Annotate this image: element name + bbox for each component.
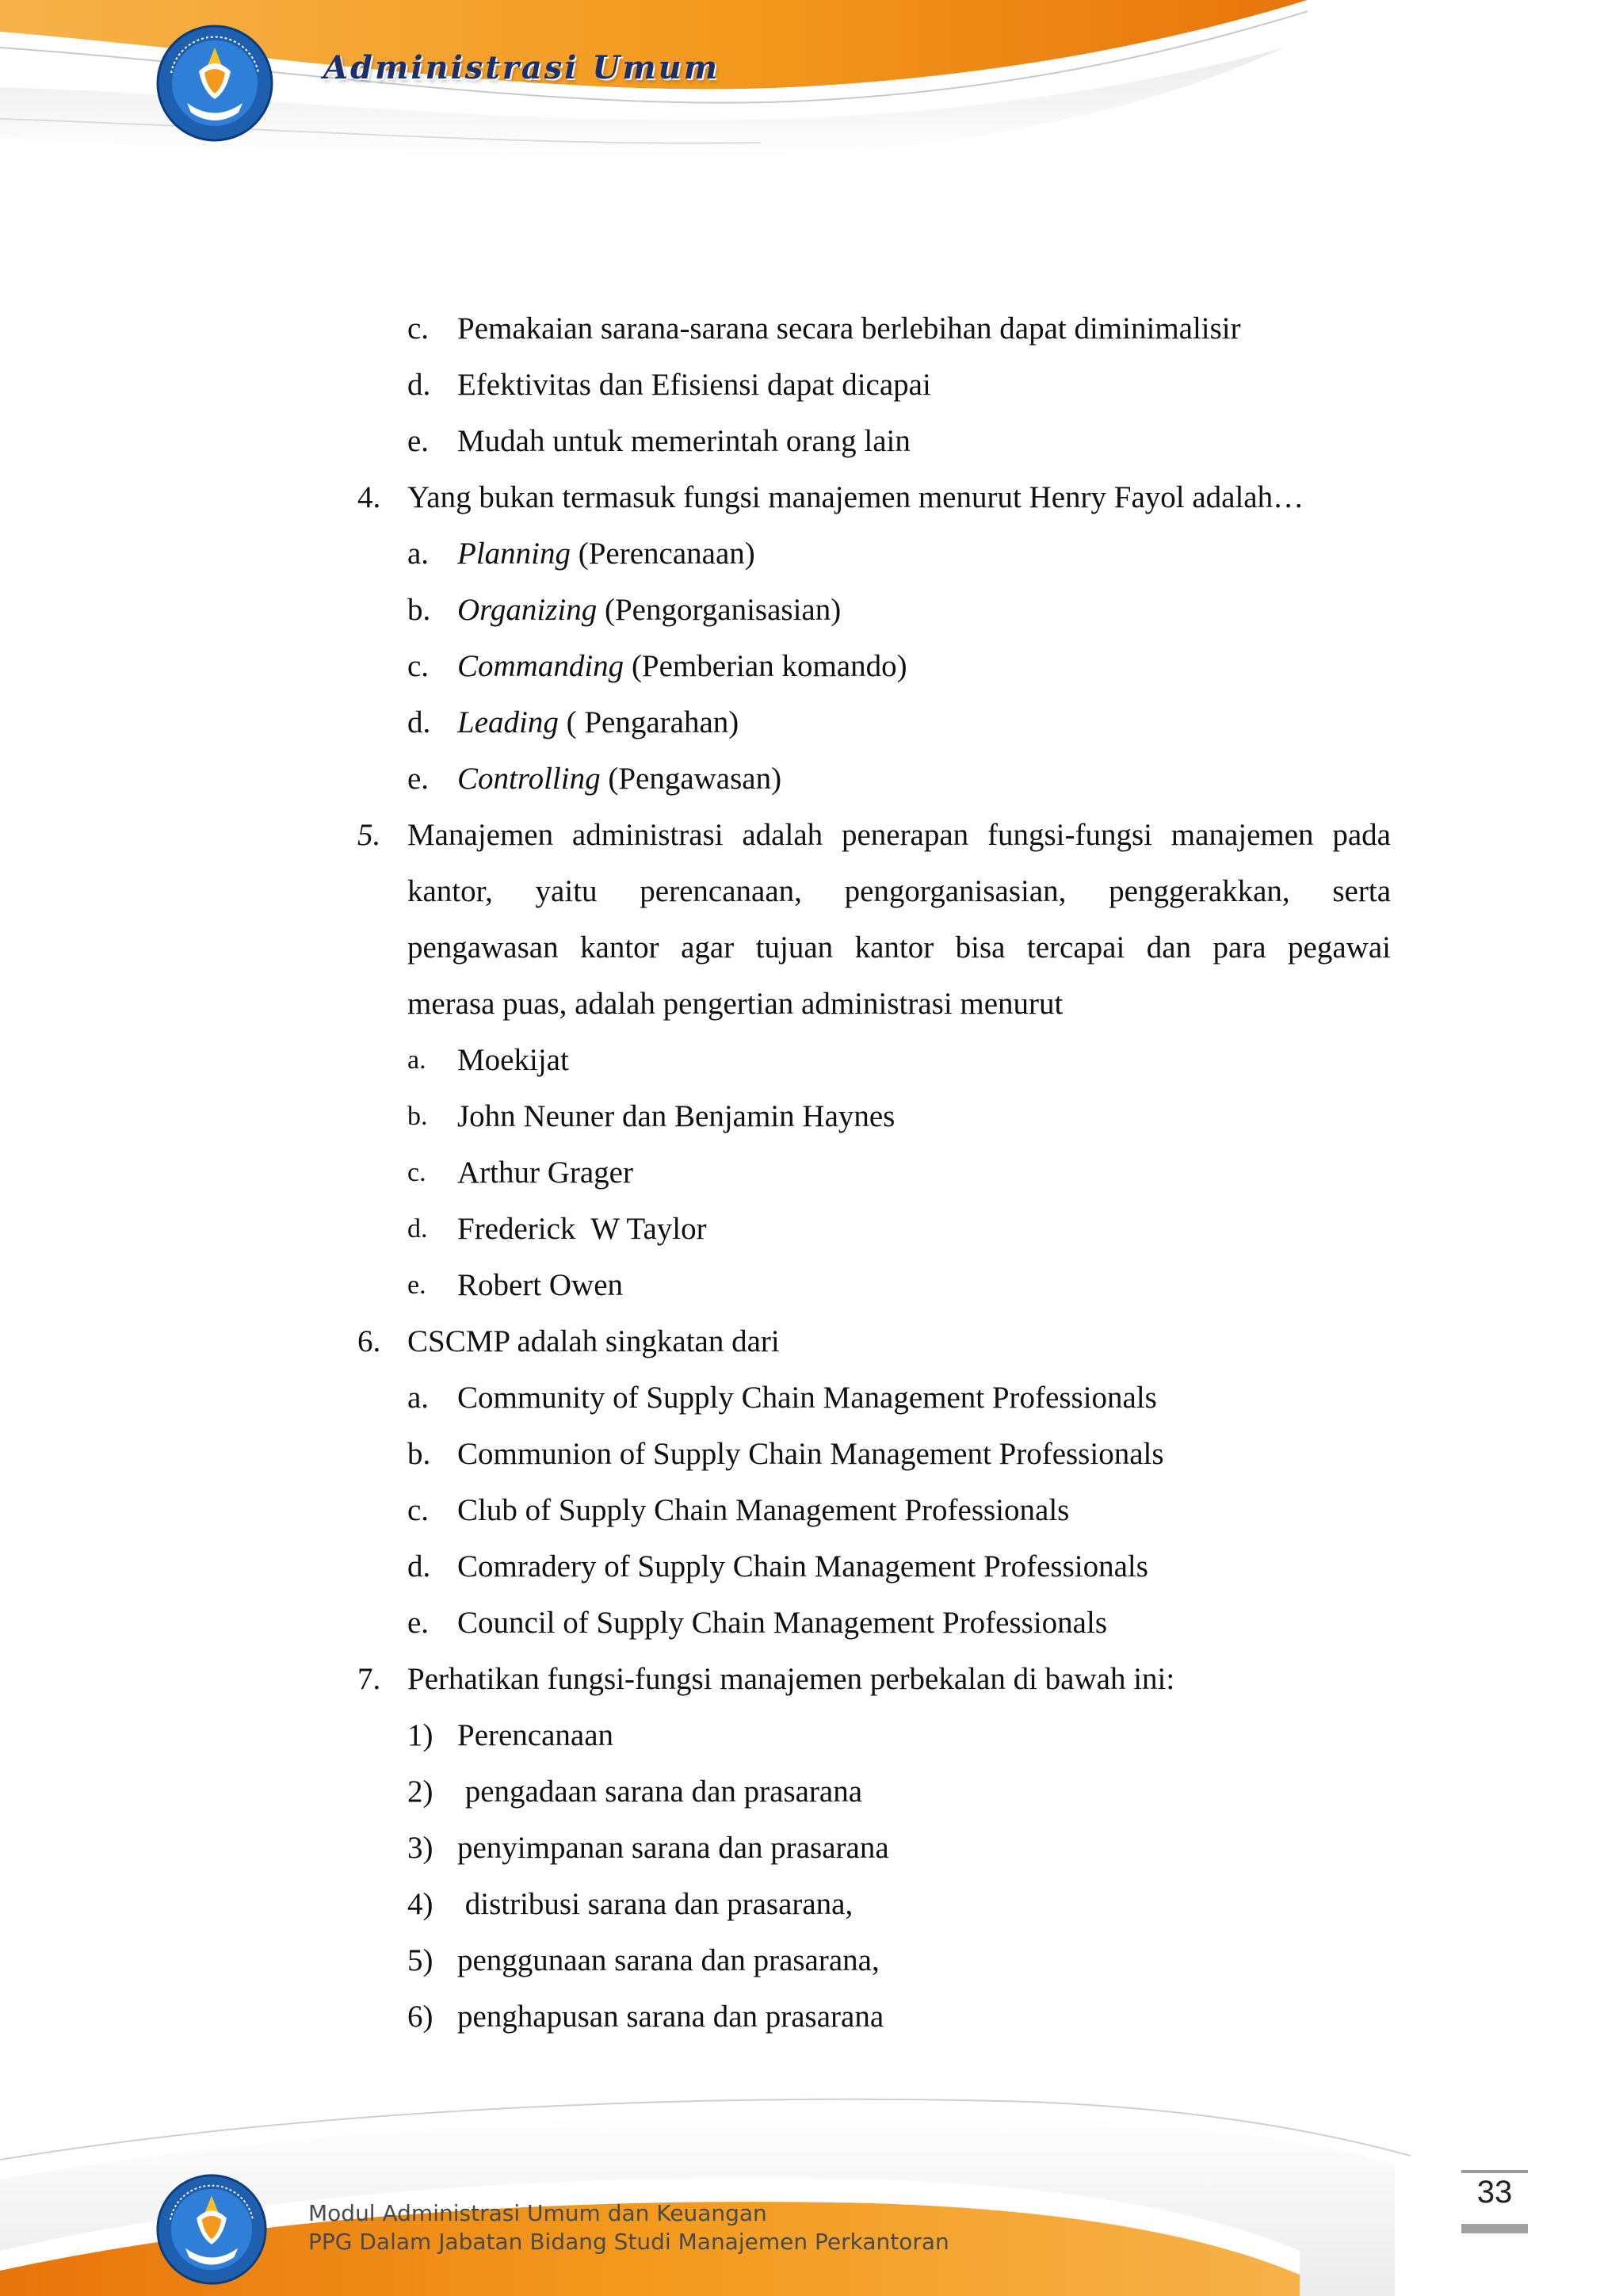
footer-program-title: PPG Dalam Jabatan Bidang Studi Manajemen Perkantoran	[308, 2229, 949, 2255]
header-title: Administrasi Umum	[323, 49, 720, 86]
page-number-rule-top	[1461, 2170, 1528, 2173]
tut-wuri-handayani-footer-logo	[155, 2173, 268, 2286]
tut-wuri-handayani-logo	[155, 24, 274, 143]
page-number: 33	[1476, 2175, 1513, 2210]
footer-module-title: Modul Administrasi Umum dan Keuangan	[308, 2200, 767, 2226]
page-number-rule-bottom	[1461, 2224, 1528, 2233]
